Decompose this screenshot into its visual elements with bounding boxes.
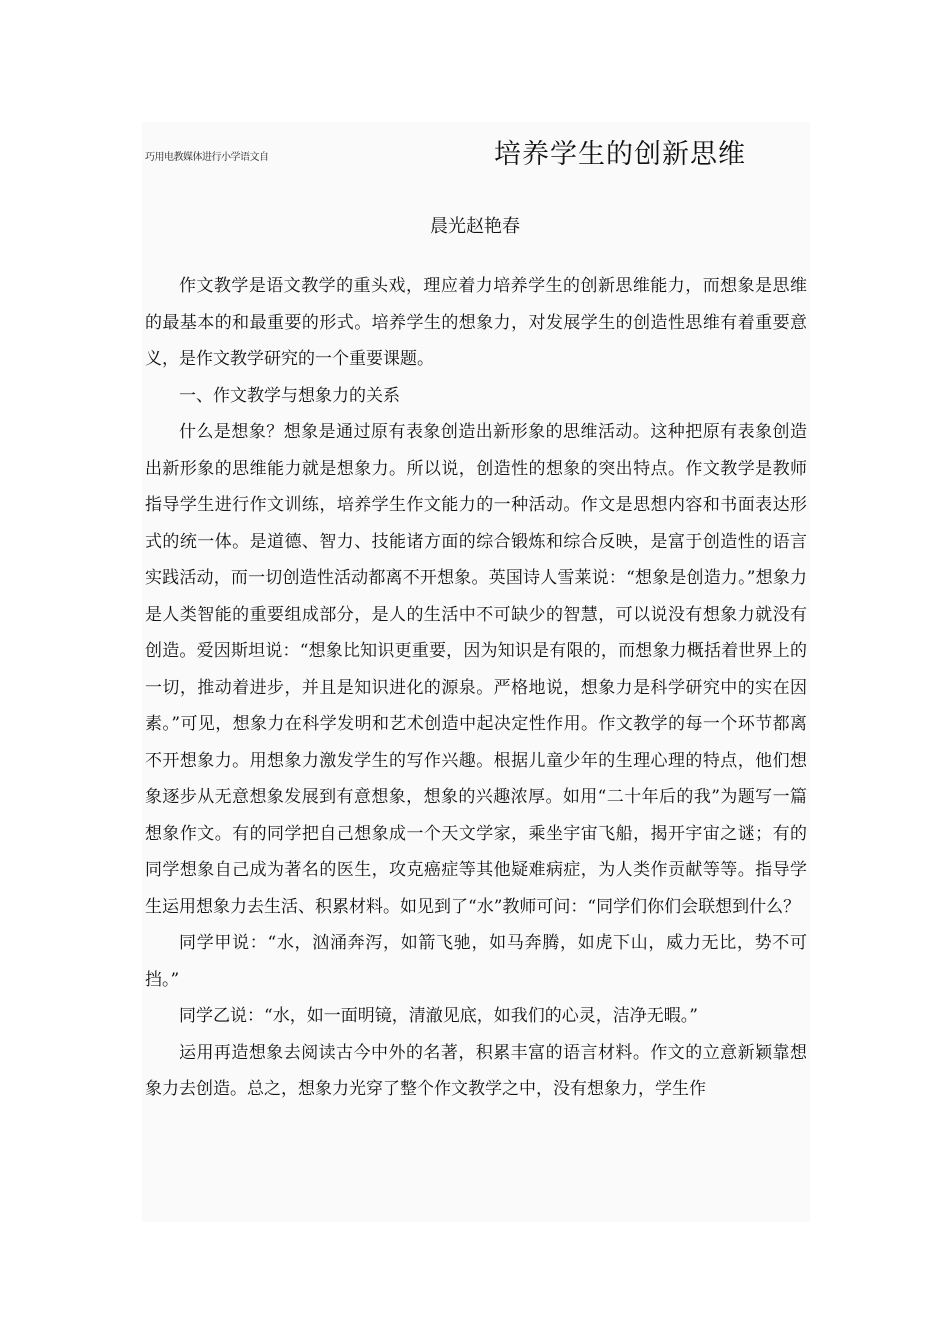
author-line: 晨光赵艳春 (430, 216, 520, 237)
header-note: 巧用电教媒体进行小学语文自 (145, 152, 269, 163)
paragraph-student-a: 同学甲说：“水，汹涌奔泻，如箭飞驰，如马奔腾，如虎下山，威力无比，势不可挡。” (145, 933, 807, 990)
section-heading: 一、作文教学与想象力的关系 (179, 385, 400, 406)
paragraph-intro: 作文教学是语文教学的重头戏，理应着力培养学生的创新思维能力，而想象是思维的最基本的和最重要的形式。培养学生的想象力，对发展学生的创造性思维有着重要意义，是作文教学研究的一个重要课题。 (145, 276, 807, 369)
document-title: 培养学生的创新思维 (494, 139, 746, 170)
document-body (145, 268, 807, 1108)
paragraph-conclusion: 运用再造想象去阅读古今中外的名著，积累丰富的语言材料。作文的立意新颖靠想象力去创造。总之，想象力光穿了整个作文教学之中，没有想象力，学生作 (145, 1042, 807, 1099)
paragraph-main: 什么是想象？想象是通过原有表象创造出新形象的思维活动。这种把原有表象创造出新形象的思维能力就是想象力。所以说，创造性的想象的突出特点。作文教学是教师指导学生进行作文训练，培养学生作文能力的一种活动。作文是思想内容和书面表达形式的统一体。是道德、智力、技能诸方面的综合锻炼和综合反映，是富于创造性的语言实践活动，而一切创造性活动都离不开想象。英国诗人雪莱说：“想象是创造力。”想象力是人类智能的重要组成部分，是人的生活中不可缺少的智慧，可以说没有想象力就没有创造。爱因斯坦说：“想象比知识更重要，因为知识是有限的，而想象力概括着世界上的一切，推动着进步，并且是知识进化的源泉。严格地说，想象力是科学研究中的实在因素。”可见，想象力在科学发明和艺术创造中起决定性作用。作文教学的每一个环节都离不开想象力。用想象力激发学生的写作兴趣。根据儿童少年的生理心理的特点，他们想象逐步从无意想象发展到有意想象，想象的兴趣浓厚。如用“二十年后的我”为题写一篇想象作文。有的同学把自己想象成一个天文学家，乘坐宇宙飞船，揭开宇宙之谜；有的同学想象自己成为著名的医生，攻克癌症等其他疑难病症，为人类作贡献等等。指导学生运用想象力去生活、积累材料。如见到了“水”教师可问：“同学们你们会联想到什么？ (145, 422, 807, 917)
paragraph-student-b: 同学乙说：“水，如一面明镜，清澈见底，如我们的心灵，洁净无暇。” (179, 1006, 698, 1026)
